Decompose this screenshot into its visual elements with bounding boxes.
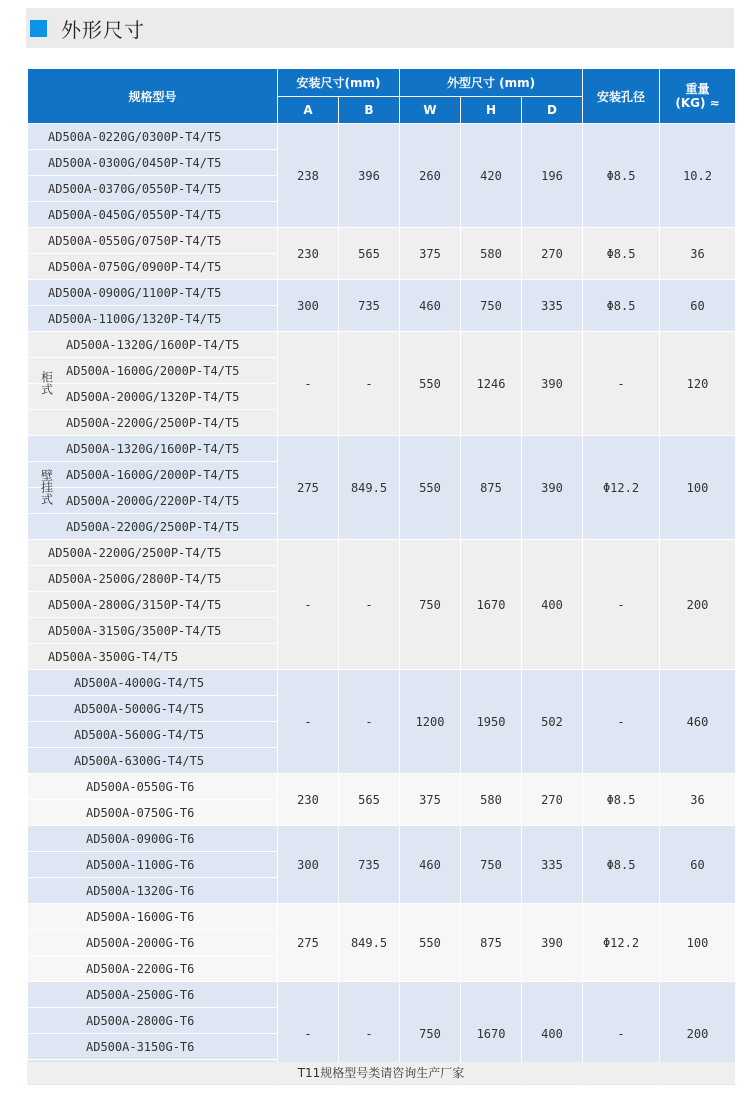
model-cell <box>28 462 278 488</box>
model-cell <box>28 878 278 904</box>
table-row <box>28 904 736 930</box>
value-b: - <box>339 670 400 774</box>
value-weight: 60 <box>660 280 736 332</box>
value-weight: 36 <box>660 774 736 826</box>
model-number: AD500A-1100G-T6 <box>86 857 195 872</box>
table-header <box>28 69 736 124</box>
model-number: AD500A-0750G/0900P-T4/T5 <box>48 259 222 274</box>
model-cell <box>28 930 278 956</box>
value-hole: - <box>583 982 660 1086</box>
value-b: 849.5 <box>339 436 400 540</box>
model-cell <box>28 540 278 566</box>
value-b: 735 <box>339 280 400 332</box>
model-number: AD500A-6300G-T4/T5 <box>74 753 205 768</box>
model-cell <box>28 488 278 514</box>
model-cell <box>28 592 278 618</box>
header-hole: 安装孔径 <box>583 69 660 124</box>
model-number: AD500A-2000G/1320P-T4/T5 <box>66 389 240 404</box>
model-cell <box>28 1034 278 1060</box>
value-d: 390 <box>522 904 583 982</box>
model-number: AD500A-2200G/2500P-T4/T5 <box>48 545 222 560</box>
value-hole: Φ8.5 <box>583 280 660 332</box>
value-h: 875 <box>461 904 522 982</box>
model-number: AD500A-3500G-T4/T5 <box>48 649 179 664</box>
value-a: 300 <box>278 826 339 904</box>
value-hole: Φ8.5 <box>583 228 660 280</box>
value-b: 849.5 <box>339 904 400 982</box>
model-cell <box>28 748 278 774</box>
model-cell <box>28 306 278 332</box>
value-a: 230 <box>278 228 339 280</box>
model-number: AD500A-1600G/2000P-T4/T5 <box>66 467 240 482</box>
model-number: AD500A-2800G/3150P-T4/T5 <box>48 597 222 612</box>
model-number: AD500A-2500G-T6 <box>86 987 195 1002</box>
dimension-table <box>27 68 736 1086</box>
model-number: AD500A-0900G-T6 <box>86 831 195 846</box>
value-a: - <box>278 982 339 1086</box>
value-h: 580 <box>461 228 522 280</box>
value-d: 502 <box>522 670 583 774</box>
header-a: A <box>278 97 339 124</box>
model-number: AD500A-2500G/2800P-T4/T5 <box>48 571 222 586</box>
model-number: AD500A-2000G/2200P-T4/T5 <box>66 493 240 508</box>
model-number: AD500A-3150G-T6 <box>86 1039 195 1054</box>
model-cell <box>28 150 278 176</box>
model-number: AD500A-2200G/2500P-T4/T5 <box>66 519 240 534</box>
model-number: AD500A-0750G-T6 <box>86 805 195 820</box>
value-hole: Φ8.5 <box>583 124 660 228</box>
model-number: AD500A-4000G-T4/T5 <box>74 675 205 690</box>
value-w: 1200 <box>400 670 461 774</box>
model-cell <box>28 124 278 150</box>
value-a: 238 <box>278 124 339 228</box>
model-number: AD500A-2200G-T6 <box>86 961 195 976</box>
mount-type-label: 壁挂式 <box>39 469 54 506</box>
value-h: 420 <box>461 124 522 228</box>
value-weight: 100 <box>660 904 736 982</box>
model-number: AD500A-0220G/0300P-T4/T5 <box>48 129 222 144</box>
table-row <box>28 124 736 150</box>
value-a: 275 <box>278 436 339 540</box>
value-weight: 200 <box>660 982 736 1086</box>
table-row <box>28 436 736 462</box>
value-d: 335 <box>522 826 583 904</box>
model-cell <box>28 280 278 306</box>
table-row <box>28 774 736 800</box>
value-w: 260 <box>400 124 461 228</box>
value-d: 400 <box>522 982 583 1086</box>
model-number: AD500A-5600G-T4/T5 <box>74 727 205 742</box>
value-w: 550 <box>400 332 461 436</box>
table-row <box>28 228 736 254</box>
header-d: D <box>522 97 583 124</box>
value-h: 750 <box>461 280 522 332</box>
value-a: 230 <box>278 774 339 826</box>
value-h: 1246 <box>461 332 522 436</box>
model-number: AD500A-1320G-T6 <box>86 883 195 898</box>
value-d: 196 <box>522 124 583 228</box>
model-cell <box>28 982 278 1008</box>
value-w: 550 <box>400 904 461 982</box>
model-cell <box>28 566 278 592</box>
value-a: 300 <box>278 280 339 332</box>
value-d: 390 <box>522 332 583 436</box>
value-weight: 10.2 <box>660 124 736 228</box>
model-number: AD500A-1600G-T6 <box>86 909 195 924</box>
value-h: 1670 <box>461 540 522 670</box>
value-w: 375 <box>400 228 461 280</box>
value-w: 460 <box>400 826 461 904</box>
value-b: 565 <box>339 228 400 280</box>
model-cell <box>28 904 278 930</box>
table-row <box>28 280 736 306</box>
value-hole: Φ12.2 <box>583 904 660 982</box>
model-cell <box>28 722 278 748</box>
model-cell <box>28 176 278 202</box>
value-hole: Φ8.5 <box>583 826 660 904</box>
model-cell <box>28 358 278 384</box>
value-weight: 120 <box>660 332 736 436</box>
model-cell <box>28 254 278 280</box>
header-install-size: 安装尺寸(mm) <box>278 69 400 97</box>
model-number: AD500A-0900G/1100P-T4/T5 <box>48 285 222 300</box>
value-a: - <box>278 670 339 774</box>
model-cell <box>28 202 278 228</box>
model-cell <box>28 384 278 410</box>
header-b: B <box>339 97 400 124</box>
value-w: 550 <box>400 436 461 540</box>
value-hole: - <box>583 540 660 670</box>
model-cell <box>28 514 278 540</box>
model-cell <box>28 774 278 800</box>
value-b: 565 <box>339 774 400 826</box>
model-cell <box>28 852 278 878</box>
model-number: AD500A-1100G/1320P-T4/T5 <box>48 311 222 326</box>
value-w: 750 <box>400 540 461 670</box>
value-a: - <box>278 332 339 436</box>
section-title: 外形尺寸 <box>61 17 145 42</box>
value-hole: Φ12.2 <box>583 436 660 540</box>
model-cell <box>28 956 278 982</box>
table-row <box>28 982 736 1008</box>
value-h: 750 <box>461 826 522 904</box>
model-cell <box>28 228 278 254</box>
value-a: 275 <box>278 904 339 982</box>
model-cell <box>28 800 278 826</box>
value-w: 375 <box>400 774 461 826</box>
model-number: AD500A-0450G/0550P-T4/T5 <box>48 207 222 222</box>
table-row <box>28 826 736 852</box>
model-number: AD500A-2800G-T6 <box>86 1013 195 1028</box>
header-outer-size: 外型尺寸 (mm) <box>400 69 583 97</box>
value-weight: 36 <box>660 228 736 280</box>
section-title-bar <box>26 8 734 48</box>
title-marker-icon <box>30 20 47 37</box>
header-h: H <box>461 97 522 124</box>
table-row <box>28 332 736 358</box>
value-hole: - <box>583 670 660 774</box>
model-cell <box>28 644 278 670</box>
footer-note: T11规格型号类请咨询生产厂家 <box>27 1062 735 1084</box>
value-h: 1950 <box>461 670 522 774</box>
model-cell <box>28 670 278 696</box>
value-d: 400 <box>522 540 583 670</box>
model-number: AD500A-1320G/1600P-T4/T5 <box>66 337 240 352</box>
model-cell <box>28 618 278 644</box>
model-cell <box>28 1008 278 1034</box>
value-w: 460 <box>400 280 461 332</box>
header-weight: 重量 (KG) ≈ <box>660 69 736 124</box>
model-number: AD500A-2000G-T6 <box>86 935 195 950</box>
header-model: 规格型号 <box>28 69 278 124</box>
value-b: - <box>339 540 400 670</box>
value-b: - <box>339 982 400 1086</box>
model-number: AD500A-1600G/2000P-T4/T5 <box>66 363 240 378</box>
table-row <box>28 670 736 696</box>
value-weight: 100 <box>660 436 736 540</box>
value-d: 270 <box>522 228 583 280</box>
model-number: AD500A-0550G-T6 <box>86 779 195 794</box>
value-weight: 200 <box>660 540 736 670</box>
value-weight: 60 <box>660 826 736 904</box>
value-d: 270 <box>522 774 583 826</box>
model-number: AD500A-0370G/0550P-T4/T5 <box>48 181 222 196</box>
value-h: 1670 <box>461 982 522 1086</box>
value-weight: 460 <box>660 670 736 774</box>
value-d: 390 <box>522 436 583 540</box>
model-number: AD500A-2200G/2500P-T4/T5 <box>66 415 240 430</box>
model-number: AD500A-1320G/1600P-T4/T5 <box>66 441 240 456</box>
model-number: AD500A-3150G/3500P-T4/T5 <box>48 623 222 638</box>
value-hole: Φ8.5 <box>583 774 660 826</box>
table-row <box>28 540 736 566</box>
header-w: W <box>400 97 461 124</box>
value-b: 735 <box>339 826 400 904</box>
model-cell <box>28 410 278 436</box>
value-hole: - <box>583 332 660 436</box>
mount-type-label: 柜式 <box>39 371 54 396</box>
table-body <box>28 124 736 1086</box>
model-number: AD500A-5000G-T4/T5 <box>74 701 205 716</box>
value-a: - <box>278 540 339 670</box>
value-b: 396 <box>339 124 400 228</box>
model-number: AD500A-0550G/0750P-T4/T5 <box>48 233 222 248</box>
value-h: 580 <box>461 774 522 826</box>
value-b: - <box>339 332 400 436</box>
model-cell <box>28 826 278 852</box>
model-number: AD500A-0300G/0450P-T4/T5 <box>48 155 222 170</box>
value-h: 875 <box>461 436 522 540</box>
model-cell <box>28 696 278 722</box>
value-w: 750 <box>400 982 461 1086</box>
value-d: 335 <box>522 280 583 332</box>
